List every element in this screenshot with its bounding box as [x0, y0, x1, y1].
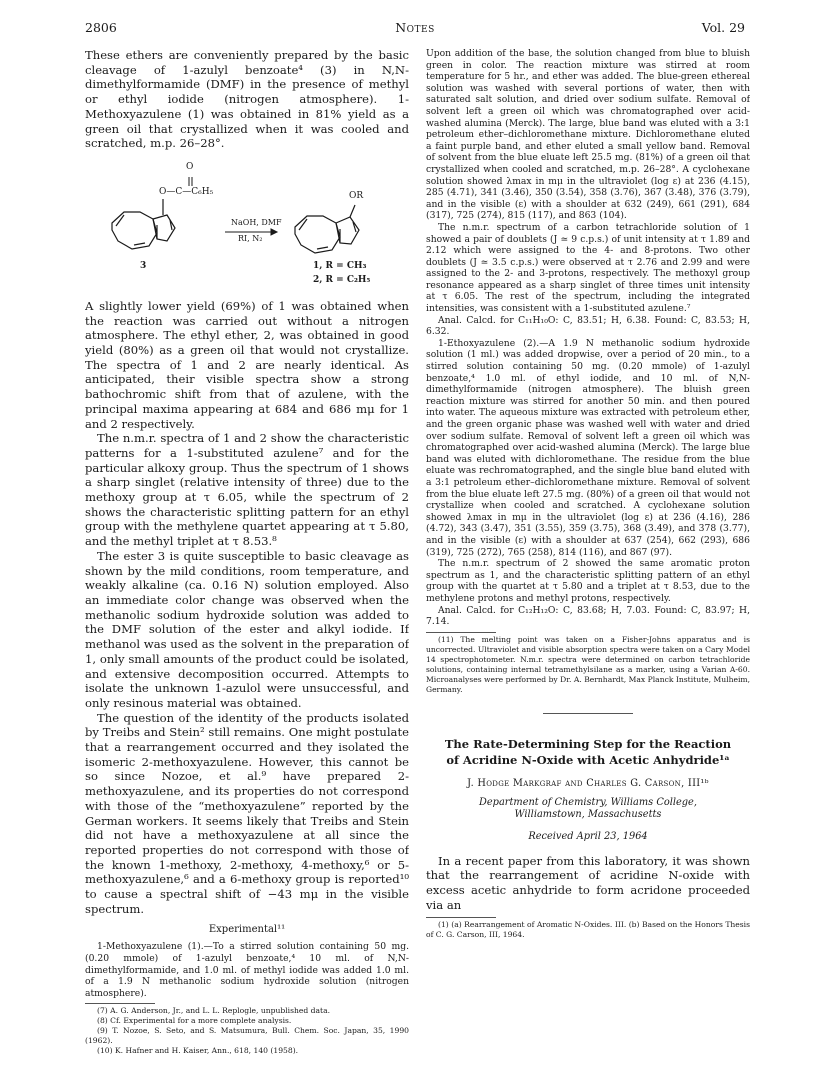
- footnote: (8) Cf. Experimental for a more complete analysis.: [97, 1016, 292, 1026]
- footnote: (11) The melting point was taken on a Fisher-Johns apparatus and is uncorrected. Ultraviolet and visible absorption spectra were taken on a Cary Model 14 spectrophotometer. N.m.r. spectra were determined on carbon tetrachloride solutions, containing internal tetramethylsilane as a marker, using a Varian A-60. Microanalyses were performed by Dr. A. Bernhardt, Max Planck Institute, Mulheim, Germany.: [426, 634, 750, 694]
- paragraph: The n.m.r. spectra of 1 and 2 show the characteristic patterns for a 1-substituted azulene⁷ and for the particular alkoxy group. Thus the spectrum of 1 shows a sharp singlet (relative intensity of three) due to the methoxy group at τ 6.05, while the spectrum of 2 shows the characteristic splitting pattern for an ethyl group with the methylene quartet appearing at τ 5.80, and the methyl triplet at τ 8.53.⁸: [85, 431, 409, 549]
- received-date: Received April 23, 1964: [528, 830, 648, 842]
- paragraph: 1-Methoxyazulene (1).—To a stirred solution containing 50 mg. (0.20 mmole) of 1-azulyl benzoate,⁴ 10 ml. of N,N-dimethylformamide, and 1.0 ml. of methyl iodide was added 1.0 ml. of a 1.9 N methanolic sodium hydroxide solution (nitrogen atmosphere).: [85, 941, 409, 999]
- paragraph: A slightly lower yield (69%) of 1 was obtained when the reaction was carried out without a nitrogen atmosphere. The ethyl ether, 2, was obtained in good yield (80%) as a green oil that would not crystallize. The spectra of 1 and 2 are nearly identical. As anticipated, their visible spectra show a strong bathochromic shift from that of azulene, with the principal maxima appearing at 684 and 686 mμ for 1 and 2 respectively.: [85, 298, 409, 431]
- paragraph: Upon addition of the base, the solution changed from blue to bluish green in color. The reaction mixture was stirred at room temperature for 5 hr., and ether was added. The blue-green ethereal solution was washed with several portions of water, then with saturated salt solution, and dried over sodium sulfate. Removal of solvent left a green oil which was chromatographed over acid-washed alumina (Merck). The large, blue band was eluted with a 3:1 petroleum ether–dichloromethane mixture. Dichloromethane eluted a faint purple band, and ether eluted a small yellow band. Removal of solvent from the blue eluate left 25.5 mg. (81%) of a green oil that crystallized when cooled and scratched, m.p. 26–28°. A cyclohexane solution showed λmax in mμ in the ultraviolet (log ε) at 236 (4.15), 285 (4.71), 341 (3.46), 350 (3.54), 358 (3.76), 367 (3.48), 376 (3.79), and in the visible (ε) with a shoulder at 632 (249), 661 (291), 684 (317), 725 (274), 815 (117), and 863 (104).: [426, 48, 750, 222]
- footnote: (7) A. G. Anderson, Jr., and L. L. Replogle, unpublished data.: [97, 1006, 331, 1016]
- volume-label: Vol. 29: [701, 20, 745, 35]
- azulene-ring-product: [295, 205, 359, 253]
- compound-label: 2, R = C₂H₅: [313, 274, 371, 285]
- affiliation: Department of Chemistry, Williams College,: [479, 796, 697, 808]
- section-title: Notes: [395, 20, 435, 35]
- footnote: (1) (a) Rearrangement of Aromatic N-Oxides. III. (b) Based on the Honors Thesis of C. G. Carson, III, 1964.: [426, 919, 750, 939]
- paragraph: 1-Ethoxyazulene (2).—A 1.9 N methanolic sodium hydroxide solution (1 ml.) was added dropwise, over a period of 20 min., to a stirred solution containing 50 mg. (0.20 mmole) of 1-azulyl benzoate,⁴ 1.0 ml. of ethyl iodide, and 10 ml. of N,N-dimethylformamide (nitrogen atmosphere). The bluish green reaction mixture was stirred for another 50 min. and then poured into water. The aqueous mixture was extracted with petroleum ether, and the green organic phase was washed well with water and dried over sodium sulfate. Removal of solvent left a green oil which was chromatographed over acid-washed alumina (Merck). The large blue band was eluted with dichloromethane. The residue from the blue eluate was rechromatographed, and the single blue band eluted with a 3:1 petroleum ether–dichloromethane mixture. Removal of solvent from the blue eluate left 27.5 mg. (80%) of a green oil that would not crystallize when cooled and scratched. A cyclohexane solution showed λmax in mμ in the ultraviolet (log ε) at 236 (4.16), 286 (4.72), 343 (3.47), 351 (3.55), 359 (3.75), 368 (3.49), and 378 (3.77), and in the visible (ε) with a shoulder at 637 (254), 662 (293), 686 (319), 725 (272), 765 (258), 814 (116), and 867 (97).: [426, 337, 750, 558]
- azulene-ring-3: [112, 199, 175, 249]
- authors: J. Hodge Markgraf and Charles G. Carson, III¹ᵇ: [467, 777, 709, 789]
- article-title: The Rate-Determining Step for the Reaction: [444, 736, 732, 751]
- compound-label: 1, R = CH₃: [313, 260, 367, 271]
- footnote-divider: [85, 1003, 155, 1004]
- compound-label: 3: [140, 260, 147, 271]
- ester-chain-label: O—C—C₆H₅: [159, 186, 214, 197]
- affiliation: Williamstown, Massachusetts: [514, 808, 662, 820]
- reagent-label: RI, N₂: [238, 233, 263, 243]
- paragraph: The question of the identity of the products isolated by Treibs and Stein² still remains. One might postulate that a rearrangement occurred and they isolated the isomeric 2-methoxyazulene. However, this cannot be so since Nozoe, et al.⁹ have prepared 2-methoxyazulene, and its properties do not correspond with those of the “methoxyazulene” reported by the German workers. It seems likely that Treibs and Stein did not have a methoxyazulene at all since the reported properties do not correspond with those of the known 1-methoxy, 2-methoxy, 4-methoxy,⁶ or 5-methoxyazulene,⁶ and a 6-methoxy group is reported¹⁰ to cause a spectral shift of −43 mμ in the visible spectrum.: [85, 710, 409, 916]
- page-number: 2806: [85, 20, 117, 35]
- paragraph: Anal. Calcd. for C₁₁H₁₀O: C, 83.51; H, 6.38. Found: C, 83.53; H, 6.32.: [426, 314, 750, 338]
- left-column: [85, 48, 409, 1056]
- paragraph: These ethers are conveniently prepared by the basic cleavage of 1-azulyl benzoate⁴ (3) in N,N-dimethylformamide (DMF) in the presence of methyl or ethyl iodide (nitrogen atmosphere). 1-Methoxyazulene (1) was obtained in 81% yield as a green oil that crystallized when it was cooled and scratched, m.p. 26–28°.: [85, 48, 409, 151]
- paragraph: Anal. Calcd. for C₁₂H₁₂O: C, 83.68; H, 7.03. Found: C, 83.97; H, 7.14.: [426, 604, 750, 628]
- footnote: (9) T. Nozoe, S. Seto, and S. Matsumura, Bull. Chem. Soc. Japan, 35, 1990 (1962).: [85, 1026, 409, 1046]
- substituent-label: OR: [349, 190, 364, 201]
- paragraph: The n.m.r. spectrum of 2 showed the same aromatic proton spectrum as 1, and the characteristic splitting pattern of an ethyl group with the quartet at τ 5.80 and a triplet at τ 8.53, due to the methylene protons and methyl protons, respectively.: [426, 558, 750, 604]
- reaction-scheme: [85, 155, 409, 295]
- footnote: (10) K. Hafner and H. Kaiser, Ann., 618, 140 (1958).: [97, 1046, 299, 1056]
- section-heading: Experimental¹¹: [208, 924, 286, 936]
- carbonyl-bond: [189, 177, 192, 186]
- article-title: of Acridine N-Oxide with Acetic Anhydride¹ᵃ: [446, 752, 730, 767]
- reagent-label: NaOH, DMF: [231, 217, 282, 227]
- article-divider: [543, 713, 633, 714]
- footnote-divider: [426, 632, 496, 633]
- footnote-divider: [426, 917, 496, 918]
- paragraph: The n.m.r. spectrum of a carbon tetrachloride solution of 1 showed a pair of doublets (J ≃ 9 c.p.s.) of unit intensity at τ 1.89 and 2.12 which were assigned to the 4- and 8-protons. Two other doublets (J ≃ 3.5 c.p.s.) were observed at τ 2.76 and 2.99 and were assigned to the 2- and 3-protons, respectively. The methoxyl group resonance appeared as a sharp singlet of three times unit intensity at τ 6.05. The rest of the spectrum, including the integrated intensities, was consistent with a 1-substituted azulene.⁷: [426, 221, 750, 315]
- running-header: [85, 20, 745, 36]
- ester-oxygen-label: O: [186, 161, 194, 172]
- paragraph: In a recent paper from this laboratory, it was shown that the rearrangement of acridine N-oxide with excess acetic anhydride to form acridone proceeded via an: [426, 853, 750, 912]
- right-column: [426, 48, 750, 940]
- paragraph: The ester 3 is quite susceptible to basic cleavage as shown by the mild conditions, room temperature, and weakly alkaline (ca. 0.16 N) solution employed. Also an immediate color change was observed when the methanolic sodium hydroxide solution was added to the DMF solution of the ester and alkyl iodide. If methanol was used as the solvent in the preparation of 1, only small amounts of the product could be isolated, and extensive decomposition occurred. Attempts to isolate the unknown 1-azulol were unsuccessful, and only resinous material was obtained.: [85, 548, 409, 710]
